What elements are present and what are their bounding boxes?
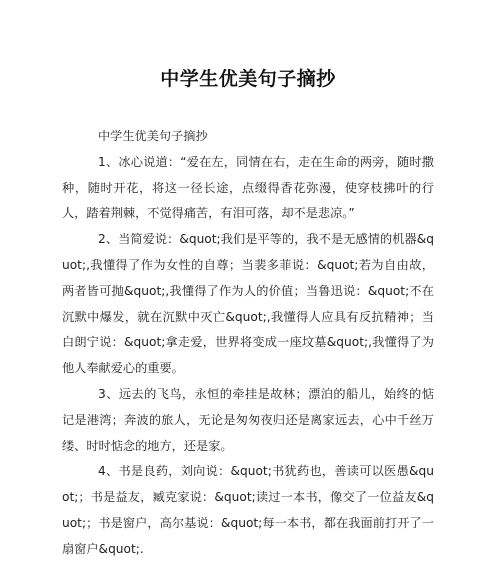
document-subtitle: 中学生优美句子摘抄 bbox=[98, 129, 208, 143]
paragraph-1: 1、冰心说道：“爱在左，同情在右，走在生命的两旁，随时撒种，随时开花，将这一径长途，点缀得香花弥漫，使穿枝拂叶的行人，踏着荆棘，不觉得痛苦，有泪可落，却不是悲凉。” bbox=[62, 154, 434, 221]
paragraph-2: 2、当简爱说：&quot;我们是平等的，我不是无感情的机器&quot;,我懂得了作为女性的自尊；当裴多菲说：&quot;若为自由故，两者皆可抛&quot;,我懂得了作为人的价值；当鲁迅说：&quot;不在沉默中爆发，就在沉默中灭亡&quot;,我懂得人应具有反抗精神；当白朗宁说：&quot;拿走爱，世界将变成一座坟墓&quot;,我懂得了为他人奉献爱心的重要。 bbox=[62, 232, 434, 376]
paragraph-3: 3、远去的飞鸟，永恒的牵挂是故林；漂泊的船儿，始终的惦记是港湾；奔波的旅人，无论是匆匆夜归还是离家远去，心中千丝万缕、时时惦念的地方，还是家。 bbox=[62, 386, 434, 453]
document-body bbox=[62, 124, 434, 563]
document-title: 中学生优美句子摘抄 bbox=[160, 68, 336, 90]
paragraph-4: 4、书是良药，刘向说：&quot;书犹药也，善读可以医愚&quot;；书是益友，臧克家说：&quot;读过一本书，像交了一位益友&quot;；书是窗户，高尔基说：&quot;每一本书，都在我面前打开了一扇窗户&quot;. bbox=[62, 464, 434, 556]
